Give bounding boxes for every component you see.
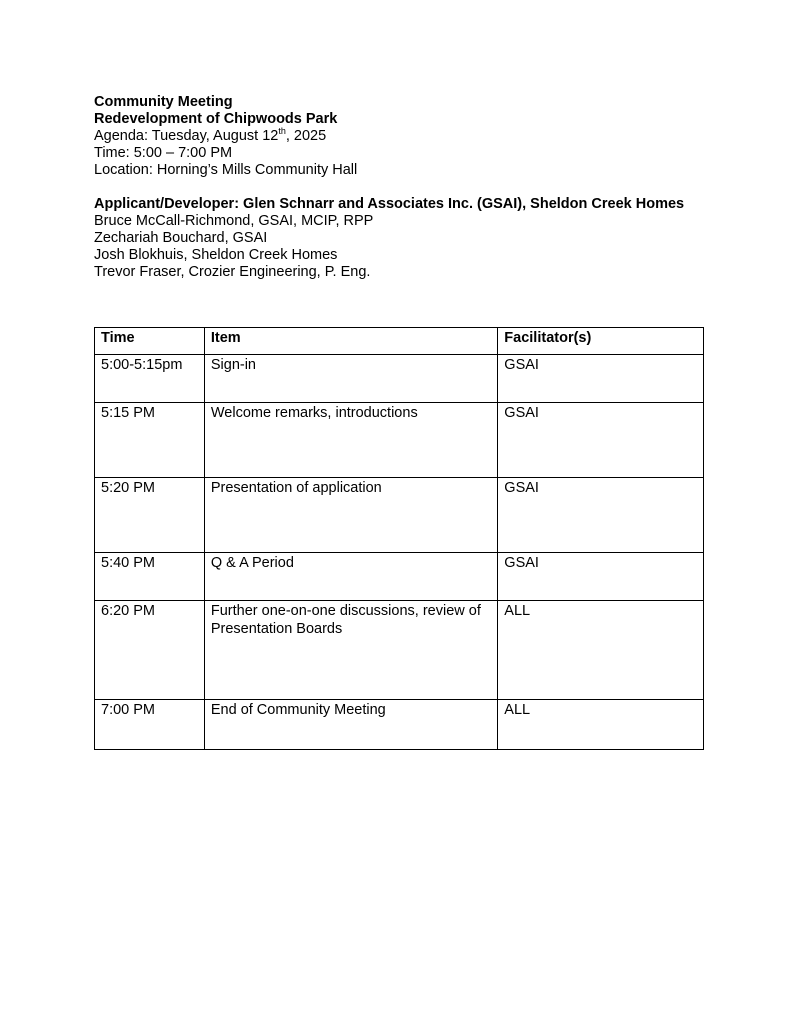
row-time: 6:20 PM: [95, 601, 205, 700]
agenda-date: [94, 128, 704, 145]
table-row: [95, 601, 704, 700]
agenda-table: [94, 327, 704, 750]
meeting-title: Community Meeting: [94, 94, 233, 110]
applicant-person: Trevor Fraser, Crozier Engineering, P. Eng.: [94, 264, 371, 280]
applicant-heading: Applicant/Developer: Glen Schnarr and Associates Inc. (GSAI), Sheldon Creek Homes: [94, 196, 685, 212]
row-time: 7:00 PM: [95, 700, 205, 750]
row-facilitator: GSAI: [498, 553, 704, 601]
applicant-person: Zechariah Bouchard, GSAI: [94, 230, 268, 246]
meeting-time: Time: 5:00 – 7:00 PM: [94, 145, 233, 161]
document-header: [94, 94, 704, 281]
column-header-item: Item: [204, 328, 497, 355]
table-row: [95, 478, 704, 553]
row-facilitator: ALL: [498, 700, 704, 750]
row-facilitator: GSAI: [498, 355, 704, 403]
row-facilitator: GSAI: [498, 403, 704, 478]
agenda-date-prefix: Agenda: Tuesday, August 12: [94, 128, 279, 144]
meeting-subtitle: Redevelopment of Chipwoods Park: [94, 111, 338, 127]
row-time: 5:00-5:15pm: [95, 355, 205, 403]
column-header-facilitator: Facilitator(s): [498, 328, 704, 355]
row-facilitator: ALL: [498, 601, 704, 700]
row-item: Presentation of application: [204, 478, 497, 553]
table-header-row: [95, 328, 704, 355]
table-row: [95, 355, 704, 403]
agenda-date-ordinal: th: [278, 126, 286, 137]
row-item: Further one-on-one discussions, review of Presentation Boards: [204, 601, 497, 700]
row-item: Sign-in: [204, 355, 497, 403]
row-time: 5:20 PM: [95, 478, 205, 553]
table-row: [95, 700, 704, 750]
applicant-person: Josh Blokhuis, Sheldon Creek Homes: [94, 247, 338, 263]
table-row: [95, 403, 704, 478]
agenda-date-suffix: , 2025: [285, 128, 327, 144]
table-row: [95, 553, 704, 601]
meeting-location: Location: Horning’s Mills Community Hall: [94, 162, 358, 178]
row-item: Q & A Period: [204, 553, 497, 601]
row-facilitator: GSAI: [498, 478, 704, 553]
row-time: 5:15 PM: [95, 403, 205, 478]
row-item: End of Community Meeting: [204, 700, 497, 750]
row-item: Welcome remarks, introductions: [204, 403, 497, 478]
column-header-time: Time: [95, 328, 205, 355]
applicant-person: Bruce McCall-Richmond, GSAI, MCIP, RPP: [94, 213, 374, 229]
row-time: 5:40 PM: [95, 553, 205, 601]
